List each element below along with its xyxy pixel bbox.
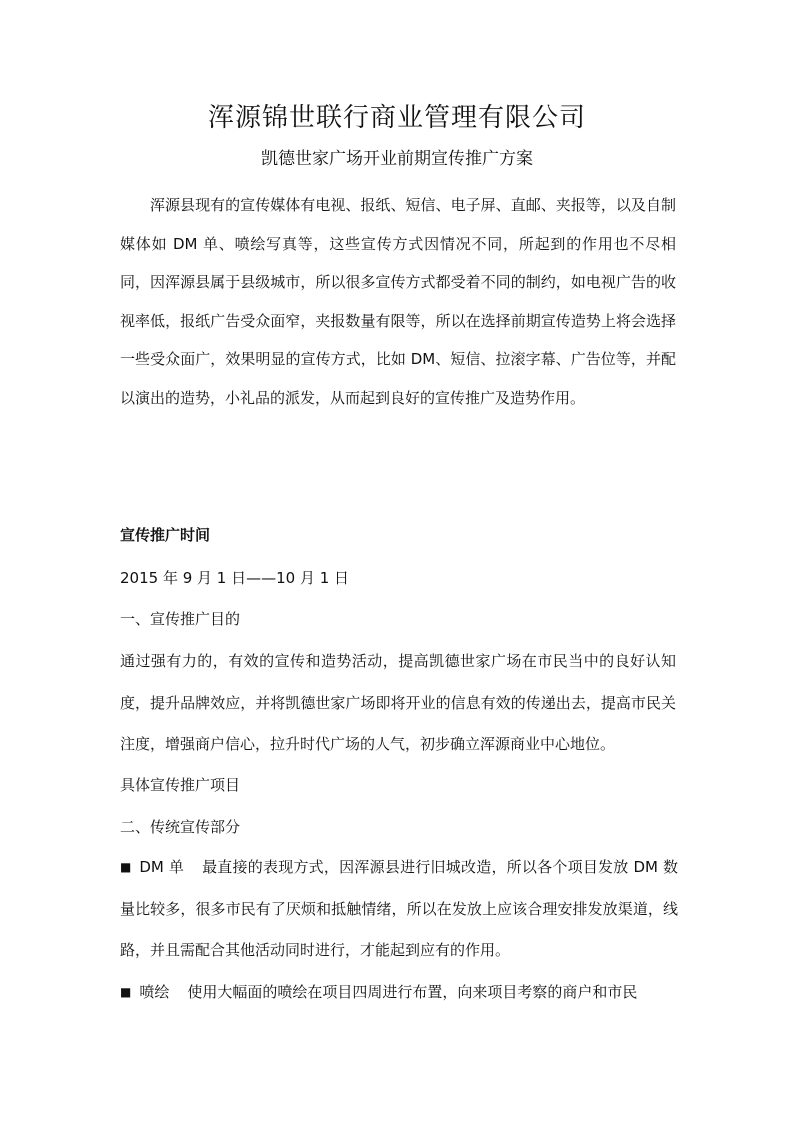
square-bullet-icon: ■ xyxy=(120,860,132,874)
section-heading-promotion-time: 宣传推广时间 xyxy=(120,526,211,544)
goal-paragraph: 通过强有力的，有效的宣传和造势活动，提高凯德世家广场在市民当中的良好认知度，提升品牌效应，并将凯德世家广场即将开业的信息有效的传递出去，提高市民关注度，增强商户信心，拉升时代广场的人气，初步确立浑源商业中心地位。 xyxy=(120,652,676,753)
goal-heading: 一、宣传推广目的 xyxy=(120,610,241,628)
promotion-date-range: 2015 年 9 月 1 日——10 月 1 日 xyxy=(120,569,350,587)
intro-paragraph: 浑源县现有的宣传媒体有电视、报纸、短信、电子屏、直邮、夹报等，以及自制媒体如 DM 单、喷绘写真等，这些宣传方式因情况不同，所起到的作用也不尽相同，因浑源县属于县级城市，所以很多宣传方式都受着不同的制约，如电视广告的收视率低，报纸广告受众面窄，夹报数量有限等，所以在选择前期宣传造势上将会选择一些受众面广，效果明显的宣传方式，比如 DM、短信、拉滚字幕、广告位等，并配以演出的造势，小礼品的派发，从而起到良好的宣传推广及造势作用。 xyxy=(120,196,676,407)
projects-heading: 具体宣传推广项目 xyxy=(120,776,241,794)
bullet-name: DM 单 xyxy=(139,858,185,876)
bullet-item-dm xyxy=(120,847,678,972)
bullet-text: 最直接的表现方式，因浑源县进行旧城改造，所以各个项目发放 DM 数 量比较多，很多市民有了厌烦和抵触情绪，所以在发放上应该合理安排发放渠道，线路，并且需配合其他活动同时进行，才能起到应有的作用。 xyxy=(120,858,678,959)
company-title: 浑源锦世联行商业管理有限公司 xyxy=(207,103,586,133)
plan-subtitle: 凯德世家广场开业前期宣传推广方案 xyxy=(261,149,533,169)
square-bullet-icon: ■ xyxy=(120,985,132,999)
bullet-item-spray-painting xyxy=(120,972,678,1014)
traditional-heading: 二、传统宣传部分 xyxy=(120,818,241,836)
bullet-name: 喷绘 xyxy=(139,983,170,1001)
bullet-text: 使用大幅面的喷绘在项目四周进行布置，向来项目考察的商户和市民 xyxy=(187,983,638,1001)
